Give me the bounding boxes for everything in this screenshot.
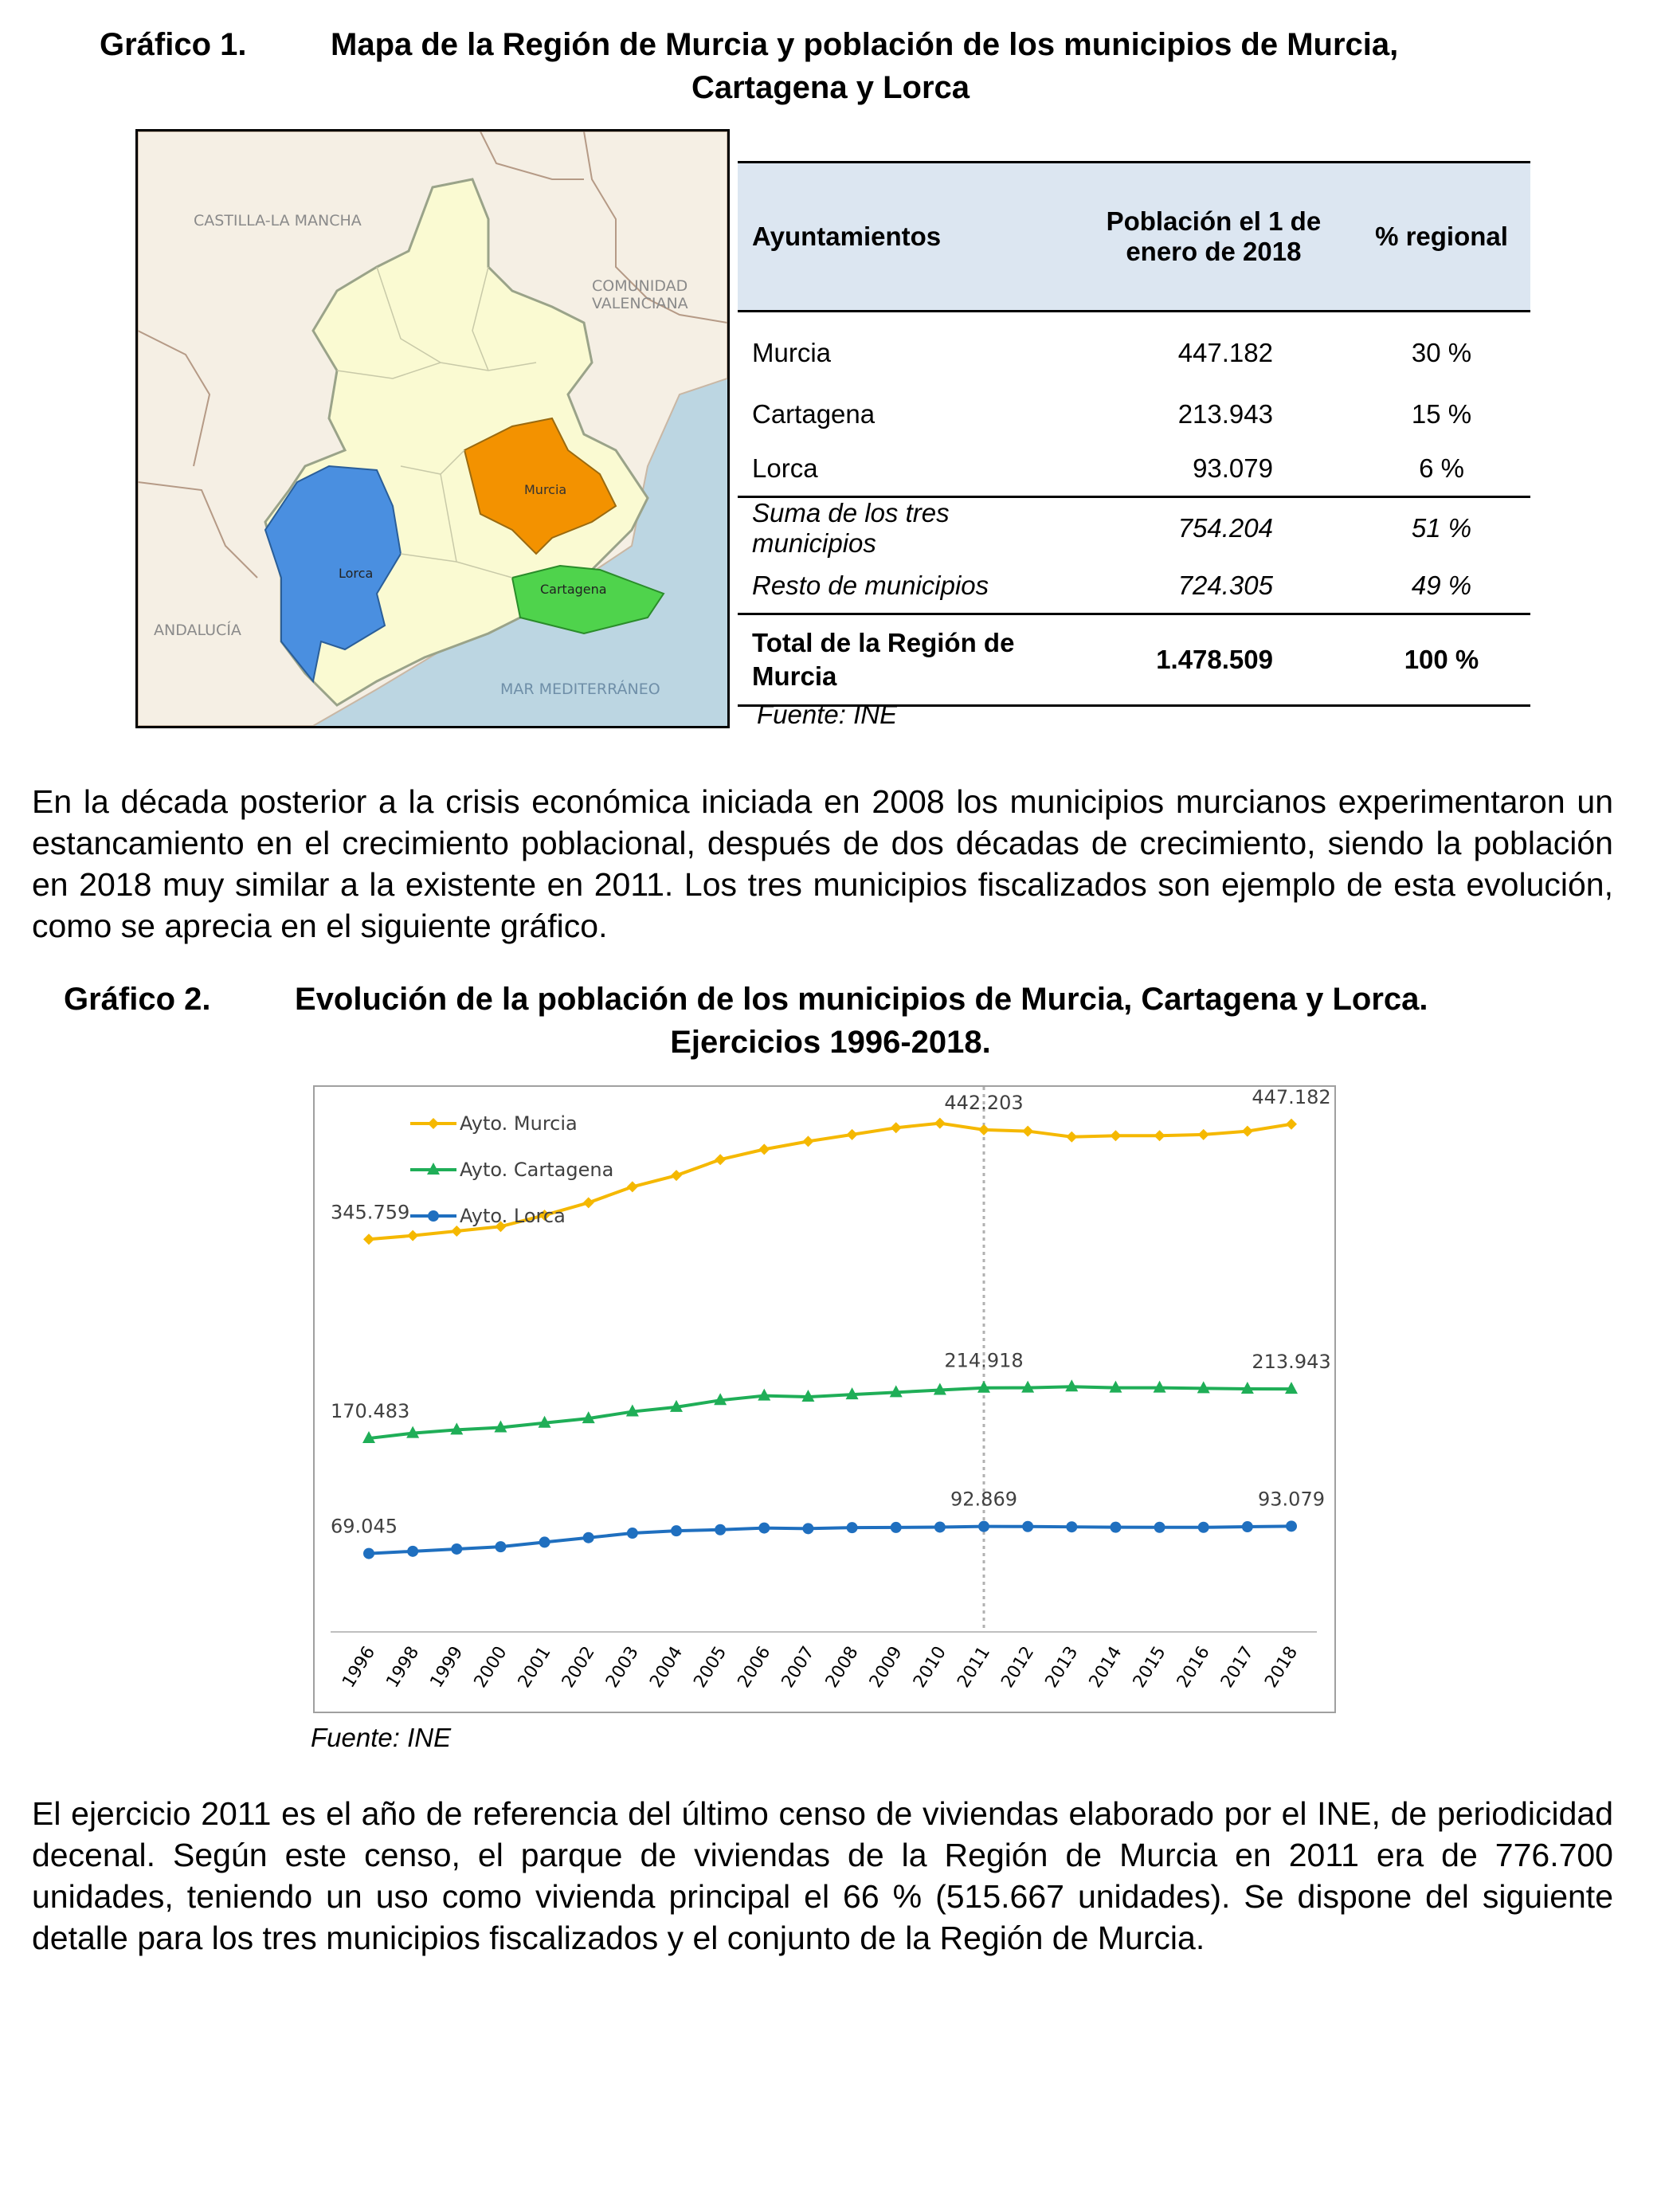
legend-entry: Ayto. Murcia xyxy=(460,1112,578,1135)
table-source: Fuente: INE xyxy=(757,700,898,729)
x-tick-label: 2007 xyxy=(778,1642,819,1692)
data-label: 447.182 xyxy=(1252,1087,1331,1108)
data-point xyxy=(451,1543,462,1555)
cartagena-municipality xyxy=(512,566,664,633)
population-chart xyxy=(313,1085,1336,1713)
x-tick-label: 2017 xyxy=(1217,1642,1258,1692)
x-tick-label: 2003 xyxy=(602,1642,643,1692)
paragraph-1: En la década posterior a la crisis económica iniciada en 2008 los municipios murcianos experimentaron un estancamiento en el crecimiento poblacional, después de dos décadas de crecimiento, siendo la población en 2018 muy similar a la existente en 2011. Los tres municipios fiscalizados son ejemplo de esta evolución, como se aprecia en el siguiente gráfico. xyxy=(32,783,1613,944)
data-point xyxy=(891,1122,902,1133)
data-label: 69.045 xyxy=(331,1515,398,1538)
data-label: 213.943 xyxy=(1252,1351,1331,1374)
data-point xyxy=(1110,1130,1121,1141)
map-label-murcia: Murcia xyxy=(524,482,567,497)
x-tick-label: 2009 xyxy=(865,1642,907,1692)
header-poblacion: Población el 1 de enero de 2018 xyxy=(1075,163,1353,312)
x-tick-label: 2004 xyxy=(646,1642,688,1692)
data-point xyxy=(1022,1126,1033,1137)
data-point xyxy=(1286,1119,1297,1130)
total-name: Total de la Región de Murcia xyxy=(738,614,1075,706)
x-tick-label: 1996 xyxy=(339,1642,380,1692)
data-point xyxy=(934,1118,946,1129)
x-tick-label: 2005 xyxy=(690,1642,731,1692)
data-label: 93.079 xyxy=(1258,1488,1325,1511)
x-tick-label: 2008 xyxy=(821,1642,863,1692)
region-map xyxy=(135,129,730,728)
x-tick-label: 2011 xyxy=(954,1642,995,1692)
population-chart-svg xyxy=(315,1087,1334,1712)
x-tick-label: 2001 xyxy=(514,1642,555,1692)
series-line-ayto-lorca xyxy=(369,1526,1291,1553)
sum-percent: 51 % xyxy=(1353,497,1530,559)
row-percent: 15 % xyxy=(1411,399,1472,429)
data-point xyxy=(363,1233,374,1245)
rest-percent: 49 % xyxy=(1411,571,1472,600)
row-population: 447.182 xyxy=(1177,338,1273,367)
table-row-total xyxy=(738,614,1530,706)
sum-population: 754.204 xyxy=(1075,497,1353,559)
data-point xyxy=(1242,1126,1253,1137)
row-percent: 6 % xyxy=(1419,453,1464,483)
map-label-mar: MAR MEDITERRÁNEO xyxy=(500,680,660,698)
x-tick-label: 1999 xyxy=(426,1642,468,1692)
data-point xyxy=(1242,1521,1253,1532)
row-name: Lorca xyxy=(752,453,818,483)
data-point xyxy=(627,1528,638,1539)
data-point xyxy=(495,1541,506,1552)
figure1-title: Mapa de la Región de Murcia y población de los municipios de Murcia, xyxy=(331,27,1399,62)
table-row-rest xyxy=(738,559,1530,614)
data-label: 442.203 xyxy=(944,1091,1024,1114)
header-porcentaje: % regional xyxy=(1353,163,1530,312)
x-tick-label: 1998 xyxy=(382,1642,424,1692)
row-name: Murcia xyxy=(752,338,832,367)
data-point xyxy=(407,1230,418,1241)
x-tick-label: 2012 xyxy=(997,1642,1039,1692)
x-tick-label: 2016 xyxy=(1173,1642,1214,1692)
data-point xyxy=(671,1525,682,1536)
total-percent: 100 % xyxy=(1353,614,1530,706)
map-label-comunidad: COMUNIDAD xyxy=(592,277,688,295)
table-row xyxy=(738,387,1530,441)
x-tick-label: 2013 xyxy=(1041,1642,1083,1692)
figure1-title-line2: Cartagena y Lorca xyxy=(691,70,970,105)
row-population: 213.943 xyxy=(1177,399,1273,429)
region-map-svg xyxy=(138,131,727,726)
data-point xyxy=(802,1135,813,1147)
data-point xyxy=(1198,1522,1209,1533)
data-point xyxy=(847,1522,858,1533)
total-population: 1.478.509 xyxy=(1075,614,1353,706)
figure2-title: Evolución de la población de los municipios de Murcia, Cartagena y Lorca. xyxy=(295,982,1428,1017)
data-point xyxy=(671,1170,682,1181)
map-label-valenciana: VALENCIANA xyxy=(592,295,688,312)
map-label-andalucia: ANDALUCÍA xyxy=(154,622,241,639)
data-point xyxy=(539,1536,550,1547)
data-point xyxy=(934,1521,946,1532)
data-point xyxy=(978,1521,989,1532)
data-point xyxy=(583,1532,594,1543)
chart-source: Fuente: INE xyxy=(311,1723,452,1752)
data-point xyxy=(891,1522,902,1533)
population-table xyxy=(738,161,1530,707)
map-label-cartagena: Cartagena xyxy=(540,582,607,597)
data-point xyxy=(758,1523,770,1534)
data-point xyxy=(583,1197,594,1208)
table-row xyxy=(738,312,1530,388)
data-label: 214.918 xyxy=(944,1349,1024,1372)
data-label: 170.483 xyxy=(331,1400,410,1423)
data-point xyxy=(1198,1129,1209,1140)
data-point xyxy=(627,1181,638,1192)
x-tick-label: 2018 xyxy=(1261,1642,1303,1692)
table-header-row xyxy=(738,163,1530,312)
legend-entry: Ayto. Lorca xyxy=(460,1205,566,1227)
data-point xyxy=(847,1129,858,1140)
map-label-castilla: CASTILLA-LA MANCHA xyxy=(194,212,362,229)
x-tick-label: 2015 xyxy=(1129,1642,1170,1692)
rest-population: 724.305 xyxy=(1177,571,1273,600)
data-point xyxy=(1066,1521,1077,1532)
data-point xyxy=(407,1546,418,1557)
data-point xyxy=(363,1548,374,1559)
x-tick-label: 2006 xyxy=(734,1642,775,1692)
legend-entry: Ayto. Cartagena xyxy=(460,1159,614,1181)
figure1-label: Gráfico 1. xyxy=(100,27,247,62)
data-point xyxy=(758,1143,770,1155)
data-point xyxy=(802,1523,813,1534)
row-population: 93.079 xyxy=(1193,453,1273,483)
data-point xyxy=(1154,1130,1165,1141)
header-ayuntamientos: Ayuntamientos xyxy=(738,163,1075,312)
x-tick-label: 2010 xyxy=(910,1642,950,1692)
data-point xyxy=(1286,1520,1297,1532)
table-row xyxy=(738,441,1530,497)
map-label-lorca: Lorca xyxy=(339,566,374,581)
data-label: 345.759 xyxy=(331,1201,410,1224)
data-point xyxy=(1022,1521,1033,1532)
figure2-label: Gráfico 2. xyxy=(64,982,211,1017)
row-percent: 30 % xyxy=(1411,338,1472,367)
data-point xyxy=(451,1226,462,1237)
data-point xyxy=(1066,1131,1077,1143)
data-label: 92.869 xyxy=(950,1488,1017,1511)
legend-marker xyxy=(428,1210,439,1222)
rest-name: Resto de municipios xyxy=(752,571,989,600)
sum-name: Suma de los tres municipios xyxy=(738,497,1075,559)
x-tick-label: 2000 xyxy=(470,1642,511,1692)
paragraph-2: El ejercicio 2011 es el año de referencia del último censo de viviendas elaborado por el INE, de periodicidad decenal. Según este censo, el parque de viviendas de la Región de Murcia en 2011 era de 776.700 unidades, teniendo un uso como vivienda principal el 66 % (515.667 unidades). Se dispone del siguiente detalle para los tres municipios fiscalizados y el conjunto de la Región de Murcia. xyxy=(32,1795,1613,1956)
x-tick-label: 2002 xyxy=(558,1642,599,1692)
series-line-ayto-cartagena xyxy=(369,1386,1291,1438)
legend-marker xyxy=(428,1118,439,1129)
data-point xyxy=(715,1154,726,1165)
data-point xyxy=(715,1524,726,1535)
data-point xyxy=(1154,1522,1165,1533)
figure2-title-line2: Ejercicios 1996-2018. xyxy=(670,1025,991,1060)
row-name: Cartagena xyxy=(752,399,876,429)
data-point xyxy=(978,1124,989,1135)
x-tick-label: 2014 xyxy=(1085,1642,1126,1692)
data-point xyxy=(1110,1522,1121,1533)
table-row-sum xyxy=(738,497,1530,559)
